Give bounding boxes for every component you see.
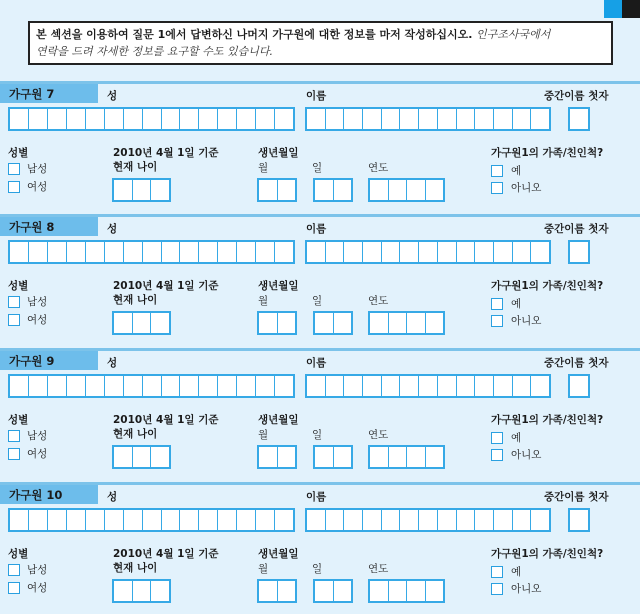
year-boxes-cell[interactable]: [426, 180, 444, 200]
sex-label: 성별: [8, 280, 29, 292]
last-name-boxes-cell[interactable]: [180, 510, 199, 530]
last-name-boxes-cell[interactable]: [237, 109, 256, 129]
last-name-boxes-cell[interactable]: [180, 109, 199, 129]
day-boxes-cell[interactable]: [334, 180, 352, 200]
last-name-boxes-cell[interactable]: [10, 242, 29, 262]
age-boxes-cell[interactable]: [133, 313, 152, 333]
first-name-boxes-cell[interactable]: [344, 376, 363, 396]
sex-label: 성별: [8, 548, 29, 560]
instructions-box: [28, 21, 613, 65]
last-name-boxes-cell[interactable]: [86, 242, 105, 262]
male-checkbox[interactable]: [8, 296, 20, 308]
age-boxes-cell[interactable]: [133, 447, 152, 467]
age-boxes-cell[interactable]: [151, 447, 169, 467]
first-name-boxes-cell[interactable]: [419, 510, 438, 530]
first-name-boxes-cell[interactable]: [438, 510, 457, 530]
first-name-boxes-cell[interactable]: [344, 109, 363, 129]
last-name-boxes-cell[interactable]: [105, 510, 124, 530]
first-name-boxes-cell[interactable]: [382, 242, 401, 262]
first-name-boxes-cell[interactable]: [363, 109, 382, 129]
middle-initial-label: 중간이름 첫자: [544, 223, 609, 235]
last-name-boxes-cell[interactable]: [29, 109, 48, 129]
year-label: 연도: [368, 429, 389, 441]
month-boxes-cell[interactable]: [278, 180, 296, 200]
last-name-boxes-cell[interactable]: [86, 376, 105, 396]
male-checkbox[interactable]: [8, 430, 20, 442]
yes-label: 예: [511, 165, 522, 177]
last-name-boxes-cell[interactable]: [199, 510, 218, 530]
age-label-line1: 2010년 4월 1일 기준: [113, 414, 219, 426]
last-name-boxes-cell[interactable]: [124, 376, 143, 396]
last-name-boxes-cell[interactable]: [275, 376, 293, 396]
year-boxes-cell[interactable]: [370, 313, 389, 333]
last-name-boxes-cell[interactable]: [10, 109, 29, 129]
middle-initial-label: 중간이름 첫자: [544, 90, 609, 102]
last-name-boxes-cell[interactable]: [86, 109, 105, 129]
male-label: 남성: [27, 430, 48, 442]
last-name-boxes-cell[interactable]: [67, 242, 86, 262]
last-name-boxes[interactable]: [8, 508, 295, 532]
first-name-boxes-cell[interactable]: [363, 242, 382, 262]
day-boxes-cell[interactable]: [334, 313, 352, 333]
first-name-boxes-cell[interactable]: [419, 376, 438, 396]
dob-label: 생년월일: [258, 548, 299, 560]
month-label: 월: [258, 563, 269, 575]
age-boxes-cell[interactable]: [114, 581, 133, 601]
first-name-boxes-cell[interactable]: [307, 510, 326, 530]
last-name-boxes-cell[interactable]: [218, 109, 237, 129]
last-name-boxes-cell[interactable]: [29, 510, 48, 530]
last-name-boxes-cell[interactable]: [199, 242, 218, 262]
first-name-boxes-cell[interactable]: [344, 242, 363, 262]
first-name-boxes-cell[interactable]: [400, 109, 419, 129]
first-name-boxes-cell[interactable]: [475, 376, 494, 396]
yes-checkbox[interactable]: [491, 298, 503, 310]
age-boxes-cell[interactable]: [114, 313, 133, 333]
month-boxes[interactable]: [257, 311, 297, 335]
day-boxes-cell[interactable]: [334, 581, 352, 601]
year-boxes[interactable]: [368, 579, 445, 603]
year-boxes-cell[interactable]: [407, 313, 426, 333]
month-boxes[interactable]: [257, 579, 297, 603]
sex-label: 성별: [8, 414, 29, 426]
female-checkbox[interactable]: [8, 582, 20, 594]
last-name-boxes-cell[interactable]: [275, 109, 293, 129]
last-name-boxes-cell[interactable]: [199, 376, 218, 396]
last-name-label: 성: [107, 491, 118, 503]
no-label: 아니오: [511, 583, 542, 595]
age-label-line2: 현재 나이: [113, 562, 158, 574]
last-name-boxes-cell[interactable]: [143, 376, 162, 396]
month-boxes-cell[interactable]: [259, 180, 278, 200]
yes-checkbox[interactable]: [491, 566, 503, 578]
last-name-boxes[interactable]: [8, 107, 295, 131]
age-boxes-cell[interactable]: [133, 581, 152, 601]
day-boxes-cell[interactable]: [315, 313, 334, 333]
dob-label: 생년월일: [258, 147, 299, 159]
day-boxes-cell[interactable]: [315, 581, 334, 601]
last-name-boxes-cell[interactable]: [256, 242, 275, 262]
year-boxes-cell[interactable]: [426, 581, 444, 601]
year-boxes[interactable]: [368, 178, 445, 202]
female-label: 여성: [27, 181, 48, 193]
day-boxes[interactable]: [313, 178, 353, 202]
day-boxes[interactable]: [313, 445, 353, 469]
first-name-boxes-cell[interactable]: [438, 242, 457, 262]
month-boxes-cell[interactable]: [278, 447, 296, 467]
female-checkbox[interactable]: [8, 314, 20, 326]
male-label: 남성: [27, 296, 48, 308]
first-name-boxes-cell[interactable]: [457, 510, 476, 530]
no-label: 아니오: [511, 315, 542, 327]
last-name-boxes-cell[interactable]: [218, 510, 237, 530]
first-name-boxes-cell[interactable]: [400, 376, 419, 396]
year-boxes-cell[interactable]: [389, 447, 408, 467]
age-label-line2: 현재 나이: [113, 428, 158, 440]
sex-label: 성별: [8, 147, 29, 159]
first-name-boxes-cell[interactable]: [307, 376, 326, 396]
middle-initial-box-cell[interactable]: [570, 376, 588, 396]
female-checkbox[interactable]: [8, 181, 20, 193]
age-label-line1: 2010년 4월 1일 기준: [113, 147, 219, 159]
male-label: 남성: [27, 564, 48, 576]
age-boxes-cell[interactable]: [151, 313, 169, 333]
year-boxes[interactable]: [368, 445, 445, 469]
year-boxes-cell[interactable]: [370, 447, 389, 467]
last-name-boxes-cell[interactable]: [29, 376, 48, 396]
last-name-boxes-cell[interactable]: [237, 376, 256, 396]
year-boxes-cell[interactable]: [389, 180, 408, 200]
male-label: 남성: [27, 163, 48, 175]
instructions-italic-2: 연락을 드려 자세한 정보를 요구할 수도 있습니다.: [36, 45, 273, 58]
last-name-boxes-cell[interactable]: [162, 376, 181, 396]
day-boxes[interactable]: [313, 579, 353, 603]
age-boxes[interactable]: [112, 178, 171, 202]
first-name-boxes-cell[interactable]: [457, 376, 476, 396]
last-name-boxes-cell[interactable]: [48, 242, 67, 262]
first-name-boxes-cell[interactable]: [382, 109, 401, 129]
yes-label: 예: [511, 566, 522, 578]
last-name-boxes-cell[interactable]: [67, 109, 86, 129]
first-name-boxes-cell[interactable]: [400, 242, 419, 262]
age-boxes[interactable]: [112, 311, 171, 335]
yes-checkbox[interactable]: [491, 165, 503, 177]
first-name-boxes-cell[interactable]: [494, 242, 513, 262]
last-name-boxes-cell[interactable]: [256, 109, 275, 129]
age-boxes[interactable]: [112, 579, 171, 603]
last-name-boxes-cell[interactable]: [105, 376, 124, 396]
last-name-boxes-cell[interactable]: [237, 242, 256, 262]
month-boxes[interactable]: [257, 178, 297, 202]
last-name-boxes-cell[interactable]: [162, 242, 181, 262]
first-name-boxes-cell[interactable]: [307, 109, 326, 129]
yes-checkbox[interactable]: [491, 432, 503, 444]
last-name-boxes-cell[interactable]: [143, 242, 162, 262]
last-name-label: 성: [107, 223, 118, 235]
age-label-line1: 2010년 4월 1일 기준: [113, 280, 219, 292]
month-boxes[interactable]: [257, 445, 297, 469]
year-label: 연도: [368, 295, 389, 307]
age-boxes-cell[interactable]: [114, 447, 133, 467]
last-name-boxes[interactable]: [8, 240, 295, 264]
first-name-boxes-cell[interactable]: [419, 109, 438, 129]
first-name-boxes[interactable]: [305, 374, 551, 398]
no-checkbox[interactable]: [491, 315, 503, 327]
year-label: 연도: [368, 563, 389, 575]
relative-label: 가구원1의 가족/친인척?: [491, 147, 604, 159]
last-name-boxes-cell[interactable]: [275, 510, 293, 530]
year-boxes-cell[interactable]: [407, 581, 426, 601]
last-name-boxes-cell[interactable]: [67, 376, 86, 396]
first-name-boxes-cell[interactable]: [419, 242, 438, 262]
first-name-boxes[interactable]: [305, 240, 551, 264]
middle-initial-box[interactable]: [568, 107, 590, 131]
last-name-boxes-cell[interactable]: [124, 510, 143, 530]
first-name-boxes-cell[interactable]: [457, 109, 476, 129]
male-checkbox[interactable]: [8, 564, 20, 576]
female-label: 여성: [27, 314, 48, 326]
middle-initial-box-cell[interactable]: [570, 109, 588, 129]
first-name-boxes-cell[interactable]: [363, 376, 382, 396]
age-boxes-cell[interactable]: [151, 581, 169, 601]
last-name-boxes-cell[interactable]: [218, 242, 237, 262]
year-boxes[interactable]: [368, 311, 445, 335]
first-name-boxes[interactable]: [305, 107, 551, 131]
year-boxes-cell[interactable]: [407, 447, 426, 467]
first-name-boxes-cell[interactable]: [531, 510, 549, 530]
last-name-boxes-cell[interactable]: [48, 510, 67, 530]
first-name-boxes-cell[interactable]: [326, 242, 345, 262]
last-name-boxes-cell[interactable]: [218, 376, 237, 396]
instructions-italic-1: 인구조사국에서: [472, 28, 551, 41]
last-name-boxes-cell[interactable]: [180, 376, 199, 396]
middle-initial-box[interactable]: [568, 240, 590, 264]
year-boxes-cell[interactable]: [407, 180, 426, 200]
day-label: 일: [312, 563, 323, 575]
first-name-boxes-cell[interactable]: [531, 242, 549, 262]
first-name-boxes-cell[interactable]: [326, 510, 345, 530]
year-label: 연도: [368, 162, 389, 174]
last-name-boxes-cell[interactable]: [10, 510, 29, 530]
last-name-boxes-cell[interactable]: [105, 242, 124, 262]
last-name-boxes-cell[interactable]: [10, 376, 29, 396]
day-label: 일: [312, 429, 323, 441]
no-checkbox[interactable]: [491, 583, 503, 595]
person-section: [0, 482, 640, 614]
last-name-boxes-cell[interactable]: [29, 242, 48, 262]
age-label-line2: 현재 나이: [113, 161, 158, 173]
person-section: [0, 214, 640, 347]
person-tab: 가구원 8: [0, 217, 98, 236]
first-name-boxes-cell[interactable]: [531, 376, 549, 396]
month-label: 월: [258, 429, 269, 441]
first-name-boxes-cell[interactable]: [438, 376, 457, 396]
last-name-boxes-cell[interactable]: [86, 510, 105, 530]
age-boxes-cell[interactable]: [114, 180, 133, 200]
first-name-boxes-cell[interactable]: [475, 242, 494, 262]
last-name-boxes-cell[interactable]: [124, 242, 143, 262]
day-boxes-cell[interactable]: [315, 447, 334, 467]
month-boxes-cell[interactable]: [259, 581, 278, 601]
first-name-label: 이름: [306, 491, 327, 503]
last-name-boxes-cell[interactable]: [48, 376, 67, 396]
month-boxes-cell[interactable]: [259, 313, 278, 333]
first-name-boxes-cell[interactable]: [513, 242, 532, 262]
last-name-boxes-cell[interactable]: [143, 510, 162, 530]
female-label: 여성: [27, 582, 48, 594]
relative-label: 가구원1의 가족/친인척?: [491, 548, 604, 560]
last-name-boxes-cell[interactable]: [67, 510, 86, 530]
no-checkbox[interactable]: [491, 182, 503, 194]
year-boxes-cell[interactable]: [389, 581, 408, 601]
middle-initial-box-cell[interactable]: [570, 510, 588, 530]
age-boxes-cell[interactable]: [133, 180, 152, 200]
corner-mark-blue: [604, 0, 622, 18]
last-name-label: 성: [107, 90, 118, 102]
relative-label: 가구원1의 가족/친인척?: [491, 414, 604, 426]
yes-label: 예: [511, 432, 522, 444]
day-boxes-cell[interactable]: [334, 447, 352, 467]
last-name-boxes-cell[interactable]: [124, 109, 143, 129]
month-label: 월: [258, 295, 269, 307]
last-name-boxes[interactable]: [8, 374, 295, 398]
last-name-boxes-cell[interactable]: [162, 510, 181, 530]
first-name-boxes-cell[interactable]: [382, 376, 401, 396]
age-label-line1: 2010년 4월 1일 기준: [113, 548, 219, 560]
corner-mark-black: [622, 0, 640, 18]
no-label: 아니오: [511, 182, 542, 194]
last-name-boxes-cell[interactable]: [256, 376, 275, 396]
first-name-boxes-cell[interactable]: [475, 510, 494, 530]
person-tab: 가구원 10: [0, 485, 98, 504]
year-boxes-cell[interactable]: [370, 581, 389, 601]
month-boxes-cell[interactable]: [278, 581, 296, 601]
first-name-boxes[interactable]: [305, 508, 551, 532]
no-label: 아니오: [511, 449, 542, 461]
female-label: 여성: [27, 448, 48, 460]
first-name-label: 이름: [306, 357, 327, 369]
person-tab: 가구원 9: [0, 351, 98, 370]
age-boxes-cell[interactable]: [151, 180, 169, 200]
instructions-bold: 본 섹션을 이용하여 질문 1에서 답변하신 나머지 가구원에 대한 정보를 마저 작성하십시오.: [36, 28, 473, 41]
day-label: 일: [312, 162, 323, 174]
relative-label: 가구원1의 가족/친인척?: [491, 280, 604, 292]
year-boxes-cell[interactable]: [370, 180, 389, 200]
month-boxes-cell[interactable]: [259, 447, 278, 467]
first-name-label: 이름: [306, 223, 327, 235]
first-name-boxes-cell[interactable]: [326, 109, 345, 129]
yes-label: 예: [511, 298, 522, 310]
last-name-label: 성: [107, 357, 118, 369]
last-name-boxes-cell[interactable]: [180, 242, 199, 262]
middle-initial-box[interactable]: [568, 374, 590, 398]
dob-label: 생년월일: [258, 280, 299, 292]
last-name-boxes-cell[interactable]: [48, 109, 67, 129]
middle-initial-box-cell[interactable]: [570, 242, 588, 262]
first-name-boxes-cell[interactable]: [363, 510, 382, 530]
no-checkbox[interactable]: [491, 449, 503, 461]
year-boxes-cell[interactable]: [389, 313, 408, 333]
month-boxes-cell[interactable]: [278, 313, 296, 333]
last-name-boxes-cell[interactable]: [199, 109, 218, 129]
first-name-boxes-cell[interactable]: [494, 109, 513, 129]
first-name-boxes-cell[interactable]: [531, 109, 549, 129]
last-name-boxes-cell[interactable]: [275, 242, 293, 262]
day-label: 일: [312, 295, 323, 307]
first-name-boxes-cell[interactable]: [326, 376, 345, 396]
first-name-boxes-cell[interactable]: [494, 376, 513, 396]
male-checkbox[interactable]: [8, 163, 20, 175]
year-boxes-cell[interactable]: [426, 447, 444, 467]
age-label-line2: 현재 나이: [113, 294, 158, 306]
first-name-boxes-cell[interactable]: [494, 510, 513, 530]
first-name-boxes-cell[interactable]: [457, 242, 476, 262]
first-name-boxes-cell[interactable]: [513, 510, 532, 530]
last-name-boxes-cell[interactable]: [105, 109, 124, 129]
middle-initial-label: 중간이름 첫자: [544, 357, 609, 369]
first-name-label: 이름: [306, 90, 327, 102]
last-name-boxes-cell[interactable]: [162, 109, 181, 129]
last-name-boxes-cell[interactable]: [237, 510, 256, 530]
dob-label: 생년월일: [258, 414, 299, 426]
day-boxes-cell[interactable]: [315, 180, 334, 200]
first-name-boxes-cell[interactable]: [513, 376, 532, 396]
first-name-boxes-cell[interactable]: [400, 510, 419, 530]
year-boxes-cell[interactable]: [426, 313, 444, 333]
first-name-boxes-cell[interactable]: [382, 510, 401, 530]
person-tab: 가구원 7: [0, 84, 98, 103]
female-checkbox[interactable]: [8, 448, 20, 460]
first-name-boxes-cell[interactable]: [438, 109, 457, 129]
first-name-boxes-cell[interactable]: [513, 109, 532, 129]
first-name-boxes-cell[interactable]: [344, 510, 363, 530]
month-label: 월: [258, 162, 269, 174]
middle-initial-box[interactable]: [568, 508, 590, 532]
age-boxes[interactable]: [112, 445, 171, 469]
middle-initial-label: 중간이름 첫자: [544, 491, 609, 503]
person-section: [0, 81, 640, 214]
last-name-boxes-cell[interactable]: [256, 510, 275, 530]
first-name-boxes-cell[interactable]: [475, 109, 494, 129]
last-name-boxes-cell[interactable]: [143, 109, 162, 129]
first-name-boxes-cell[interactable]: [307, 242, 326, 262]
day-boxes[interactable]: [313, 311, 353, 335]
person-section: [0, 348, 640, 481]
